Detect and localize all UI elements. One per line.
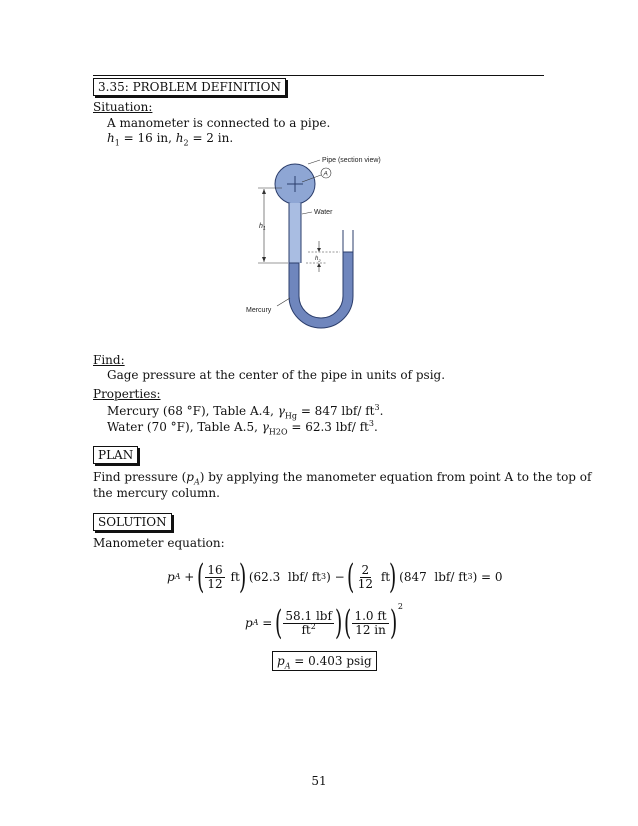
solution-title-text: SOLUTION (98, 515, 167, 529)
eq2-fraction-2 (352, 610, 388, 637)
plan-text-pre: Find pressure ( (93, 470, 187, 484)
section-title-solution (93, 513, 172, 531)
situation-label: Situation: (93, 100, 153, 114)
h1-variable: h (107, 131, 115, 145)
eq1-frac1-num: 16 (207, 562, 223, 577)
property-water (107, 420, 378, 435)
h2-subscript: 2 (183, 138, 189, 148)
manometer-equation: p A + ( $\frac{16}{12}$ ft ) (62.3 lbf/ ft 3 ) − ( $\frac{2}{12}$ ft ) (847 lbf/ ft 3 ) = 0 (167, 557, 503, 597)
eq1-frac1-unit: ft (226, 570, 240, 584)
h1-subscript: 1 (114, 138, 120, 148)
water-period: . (373, 420, 378, 434)
eq1-fraction-1 (205, 564, 224, 591)
mercury-specific-weight: = 847 lbf/ ft (297, 404, 375, 418)
water-leader-line (302, 212, 312, 214)
eq2-exponent: 2 (397, 602, 403, 611)
answer-box (272, 651, 377, 671)
left-tube-water (289, 203, 301, 263)
answer (272, 651, 377, 671)
water-unit-exponent: 3 (368, 419, 374, 428)
plan-pa-var: p (186, 470, 194, 484)
h2-arrow-top (317, 248, 321, 252)
section-title-plan (93, 446, 138, 464)
eq2-frac1-num: 58.1 lbf (285, 608, 332, 623)
mercury-source: Mercury (68 °F), Table A.4, (107, 404, 278, 418)
h1-figure-label: $h_1$ (259, 223, 266, 232)
find-label: Find: (93, 353, 125, 367)
eq2-frac1-den-exp: 2 (310, 621, 316, 631)
plan-title-text: PLAN (98, 448, 134, 462)
eq1-frac2-num: 2 (361, 562, 370, 577)
eq2-paren-open-1: ( (275, 603, 283, 643)
eq1-paren-open-2: ( (347, 557, 355, 597)
eq2-paren-close-2: ) (389, 603, 397, 643)
h1-arrow-top (262, 189, 266, 194)
h1-arrow-bottom (262, 257, 266, 262)
water-label: Water (314, 209, 333, 216)
mercury-leader-line (277, 298, 290, 306)
eq2-paren-open-2: ( (344, 603, 352, 643)
plan-text-line-2: the mercury column. (93, 486, 220, 500)
answer-pa-var: p (277, 654, 285, 668)
eq1-frac2-den: 12 (357, 576, 373, 591)
eq1-frac1-den: 12 (207, 576, 223, 591)
eq2-frac1-den (299, 621, 317, 637)
eq2-frac2-den: 12 in (355, 622, 386, 637)
mercury-gamma: γ (277, 404, 285, 418)
water-source: Water (70 °F), Table A.5, (107, 420, 262, 434)
situation-line-2 (107, 131, 233, 146)
mercury-unit-exponent: 3 (374, 403, 380, 412)
find-text: Gage pressure at the center of the pipe in units of psig. (107, 368, 446, 382)
h2-arrow-bottom (317, 263, 321, 267)
mercury-u-tube (289, 252, 353, 328)
pressure-conversion-equation: p A = ( $\frac{\text{58.1 lbf}}{ft^2}$ ) ( $\frac{1.0 ft}{12 in}$ ) 2 (245, 602, 403, 643)
eq1-paren-open-1: ( (197, 557, 205, 597)
eq2-paren-close-1: ) (334, 603, 343, 643)
mercury-period: . (379, 404, 384, 418)
page-number: 51 (311, 774, 327, 788)
mercury-gamma-subscript: Hg (284, 411, 297, 421)
plan-text-line-1 (93, 470, 591, 485)
property-mercury (107, 404, 383, 419)
eq1-fraction-2 (356, 564, 375, 591)
h2-figure-label: $h_2$ (315, 256, 321, 263)
eq1-term1: (62.3 lbf/ ft (245, 570, 321, 584)
eq1-term1-end: ) − (326, 570, 349, 584)
eq1-paren-close-2: ) (389, 557, 397, 597)
answer-pa-sub: A (284, 661, 291, 671)
properties-label: Properties: (93, 387, 161, 401)
water-gamma: γ (261, 420, 269, 434)
eq2-frac1-den-unit: ft (301, 622, 311, 637)
eq2-pa-var: p (245, 616, 253, 630)
eq1-pa-var: p (167, 570, 175, 584)
eq1-term2-end: ) = 0 (472, 570, 503, 584)
eq1-term2: (847 lbf/ ft (395, 570, 468, 584)
point-a-label: A (323, 170, 328, 178)
h1-value: = 16 in, (119, 131, 176, 145)
h2-variable: h (175, 131, 184, 145)
h2-value: = 2 in. (188, 131, 234, 145)
mercury-label: Mercury (246, 307, 272, 314)
section-title-problem-definition (93, 78, 286, 96)
water-gamma-subscript: H2O (268, 427, 288, 437)
pipe-leader-line (308, 160, 320, 164)
eq1-paren-close-1: ) (238, 557, 247, 597)
eq1-frac2-unit: ft (377, 570, 391, 584)
eq2-equals: = (258, 616, 277, 630)
section-title-text: 3.35: PROBLEM DEFINITION (98, 80, 281, 94)
pipe-label: Pipe (section view) (322, 157, 381, 164)
answer-value: = 0.403 psig (290, 654, 372, 668)
plan-pa-sub: A (193, 477, 200, 487)
eq1-plus: + (180, 570, 199, 584)
manometer-figure (240, 148, 400, 330)
plan-text-post: ) by applying the manometer equation from point A to the top of (199, 470, 592, 484)
solution-label: Manometer equation: (93, 536, 225, 550)
water-specific-weight: = 62.3 lbf/ ft (287, 420, 369, 434)
eq2-frac2-num: 1.0 ft (354, 608, 387, 623)
situation-line-1: A manometer is connected to a pipe. (107, 116, 331, 130)
eq2-fraction-1 (283, 610, 334, 637)
header-rule (93, 75, 544, 76)
